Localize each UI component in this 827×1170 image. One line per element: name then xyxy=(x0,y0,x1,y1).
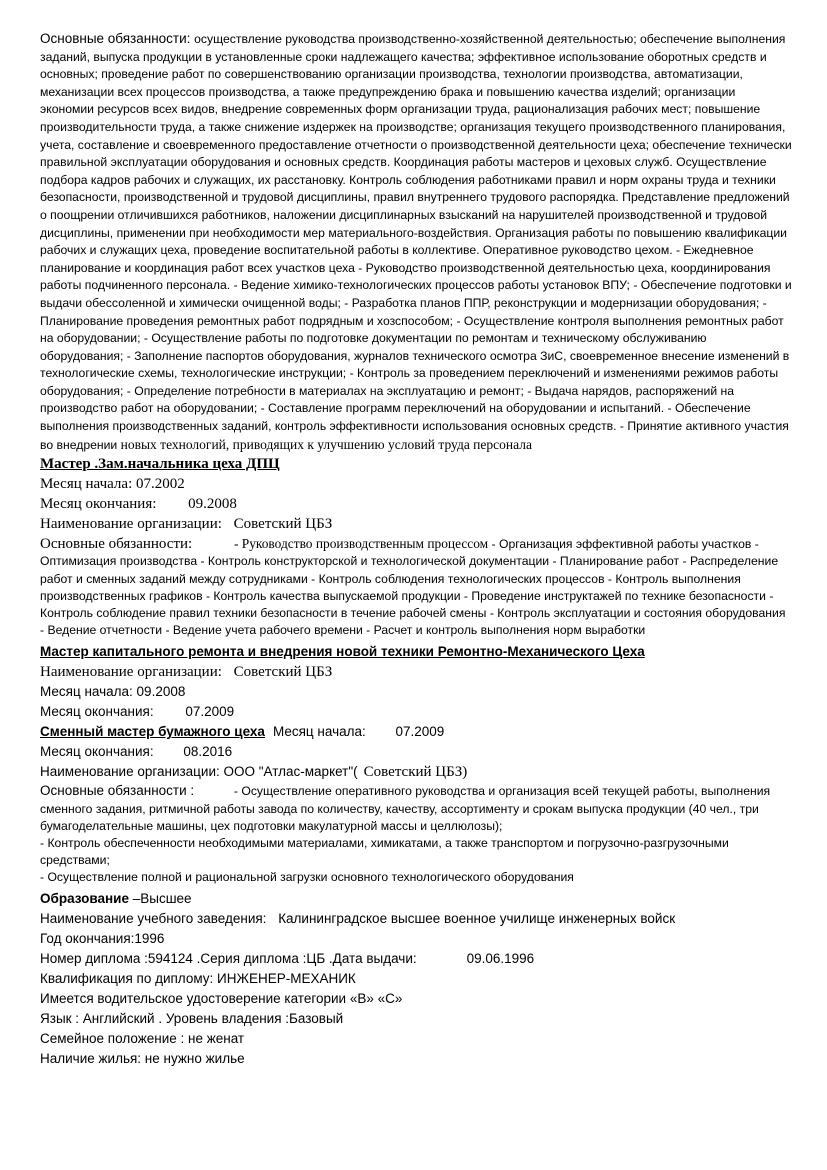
family-status: Семейное положение : не женат xyxy=(40,1030,245,1046)
job2-end: Месяц окончания: 07.2009 xyxy=(40,704,235,720)
resume-page xyxy=(40,30,792,1069)
duties-label: Основные обязанности: xyxy=(40,31,195,46)
driver-license: Имеется водительское удостоверение категории «B» «C» xyxy=(40,990,403,1006)
job1-end: Месяц окончания: 09.2008 xyxy=(40,496,237,513)
job3-end: Месяц окончания: 08.2016 xyxy=(40,744,233,760)
language: Язык : Английский . Уровень владения :Базовый xyxy=(40,1010,344,1026)
duties-text: осуществление руководства производственно-хозяйственной деятельностью; обеспечение выполнения заданий, выпуска продукции в установленные сроки надлежащего качества; эффективное использование оборотных средств и основных; проведение работ по совершенствованию организации производства, технологии производства, автоматизации, механизации всех процессов производства, а также предупреждению брака и повышению качества изделий; организации экономии ресурсов всех видов, внедрение современных форм организации труда, рационализация рабочих мест; повышение производительности труда, а также снижение издержек на производстве; организация текущего производственного планирования, учета, составление и своевременного предоставление отчетности о производственной деятельности цеха; обеспечение технически правильной эксплуатации оборудования и основных средств. Координация работы мастеров и цеховых служб. Осуществление подбора кадров рабочих и служащих, их расстановку. Контроль соблюдения работниками правил и норм охраны труда и техники безопасности, производственной и трудовой дисциплины, правил внутреннего трудового распорядка. Представление предложений о поощрении отличившихся работников, наложении дисциплинарных взысканий на нарушителей производственной и трудовой дисциплины, применении при необходимости мер материального-воздействия. Организация работы по повышению квалификации рабочих и служащих цеха, проведение воспитательной работы в коллективе. Оперативное руководство цехом. - Ежедневное планирование и координация работ всех участков цеха - Руководство производственной деятельностью цеха, координирования работы подчиненного персонала. - Ведение химико-технологических процессов работы установок ВПУ; - Обеспечение подготовки и выдачи обессоленной и химически очищенной воды; - Разработка планов ППР, реконструкции и модернизации оборудования; - Планирование проведения ремонтных работ подрядным и хозспособом; - Осуществление контроля выполнения ремонтных работ на оборудовании; - Осуществление работы по подготовке документации по ремонтам и техническому обслуживанию оборудования; - Заполнение паспортов оборудования, журналов технического осмотра ЗиС, своевременное внесение изменений в технологические схемы, технологические инструкции; - Контроль за проведением переключений и изменениями режимов работы оборудования; - Определение потребности в материалах на эксплуатацию и ремонт; - Выдача нарядов, распоряжений на производство работ на оборудовании; - Составление программ переключений на оборудовании и испытаний. - Обеспечение выполнения производственных заданий, контроль эффективности использования основных средств. - Принятие активного участия во внедрении xyxy=(40,32,792,452)
job1-title: Мастер .Зам.начальника цеха ДПЦ xyxy=(40,456,280,473)
job3-header: Сменный мастер бумажного цеха Месяц начала: 07.2009 xyxy=(40,724,445,740)
housing: Наличие жилья: не нужно жилье xyxy=(40,1050,245,1066)
job3-duties-1: Основные обязанности : - Осуществление оперативного руководства и организация всей текущей работы, выполнения сменного задания, ритмичной работы завода по количеству, качеству, ассортименту и срокам выпуска продукции (40 чел., три бумагоделательные машины, цех подготовки макулатурной массы и целлюлозы); xyxy=(40,783,771,833)
duties-paragraph xyxy=(40,30,792,454)
job1-org: Наименование организации: Советский ЦБЗ xyxy=(40,516,333,533)
job3-org: Наименование организации: ООО "Атлас-маркет"( Советский ЦБЗ) xyxy=(40,764,468,781)
education-institution: Наименование учебного заведения: Калининградское высшее военное училище инженерных войск xyxy=(40,910,676,926)
education-qualification: Квалификация по диплому: ИНЖЕНЕР-МЕХАНИК xyxy=(40,970,356,986)
job1-start: Месяц начала: 07.2002 xyxy=(40,476,185,493)
job2-title: Мастер капитального ремонта и внедрения новой техники Ремонтно-Механического Цеха xyxy=(40,644,645,660)
duties-tail: новых технологий, приводящих к улучшению условий труда персонала xyxy=(120,436,532,452)
education-grad-year: Год окончания:1996 xyxy=(40,930,165,946)
education-diploma: Номер диплома :594124 .Серия диплома :ЦБ .Дата выдачи: 09.06.1996 xyxy=(40,950,535,966)
education-line: Образование –Высшее xyxy=(40,890,192,906)
job3-duties-2: - Контроль обеспеченности необходимыми материалами, химикатами, а также транспортом и погрузочно-разгрузочными средствами; xyxy=(40,836,729,868)
job2-org: Наименование организации: Советский ЦБЗ xyxy=(40,664,333,681)
job3-duties-3: - Осуществление полной и рациональной загрузки основного технологического оборудования xyxy=(40,870,574,885)
job1-duties: Основные обязанности: - Руководство производственным процессом - Организация эффективной работы участков - Оптимизация производства - Контроль конструкторской и технологической документации - Планирование работ - Распределение работ и сменных заданий между сотрудниками - Контроль соблюдения технологических процессов - Контроль выполнения производственных графиков - Контроль качества выпускаемой продукции - Проведение инструктажей по технике безопасности - Контроль соблюдение правил техники безопасности в течение рабочей смены - Контроль эксплуатации и состояния оборудования - Ведение отчетности - Ведение учета рабочего времени - Расчет и контроль выполнения норм выработки xyxy=(40,536,786,638)
job2-start: Месяц начала: 09.2008 xyxy=(40,684,186,700)
job3-title: Сменный мастер бумажного цеха xyxy=(40,724,265,740)
